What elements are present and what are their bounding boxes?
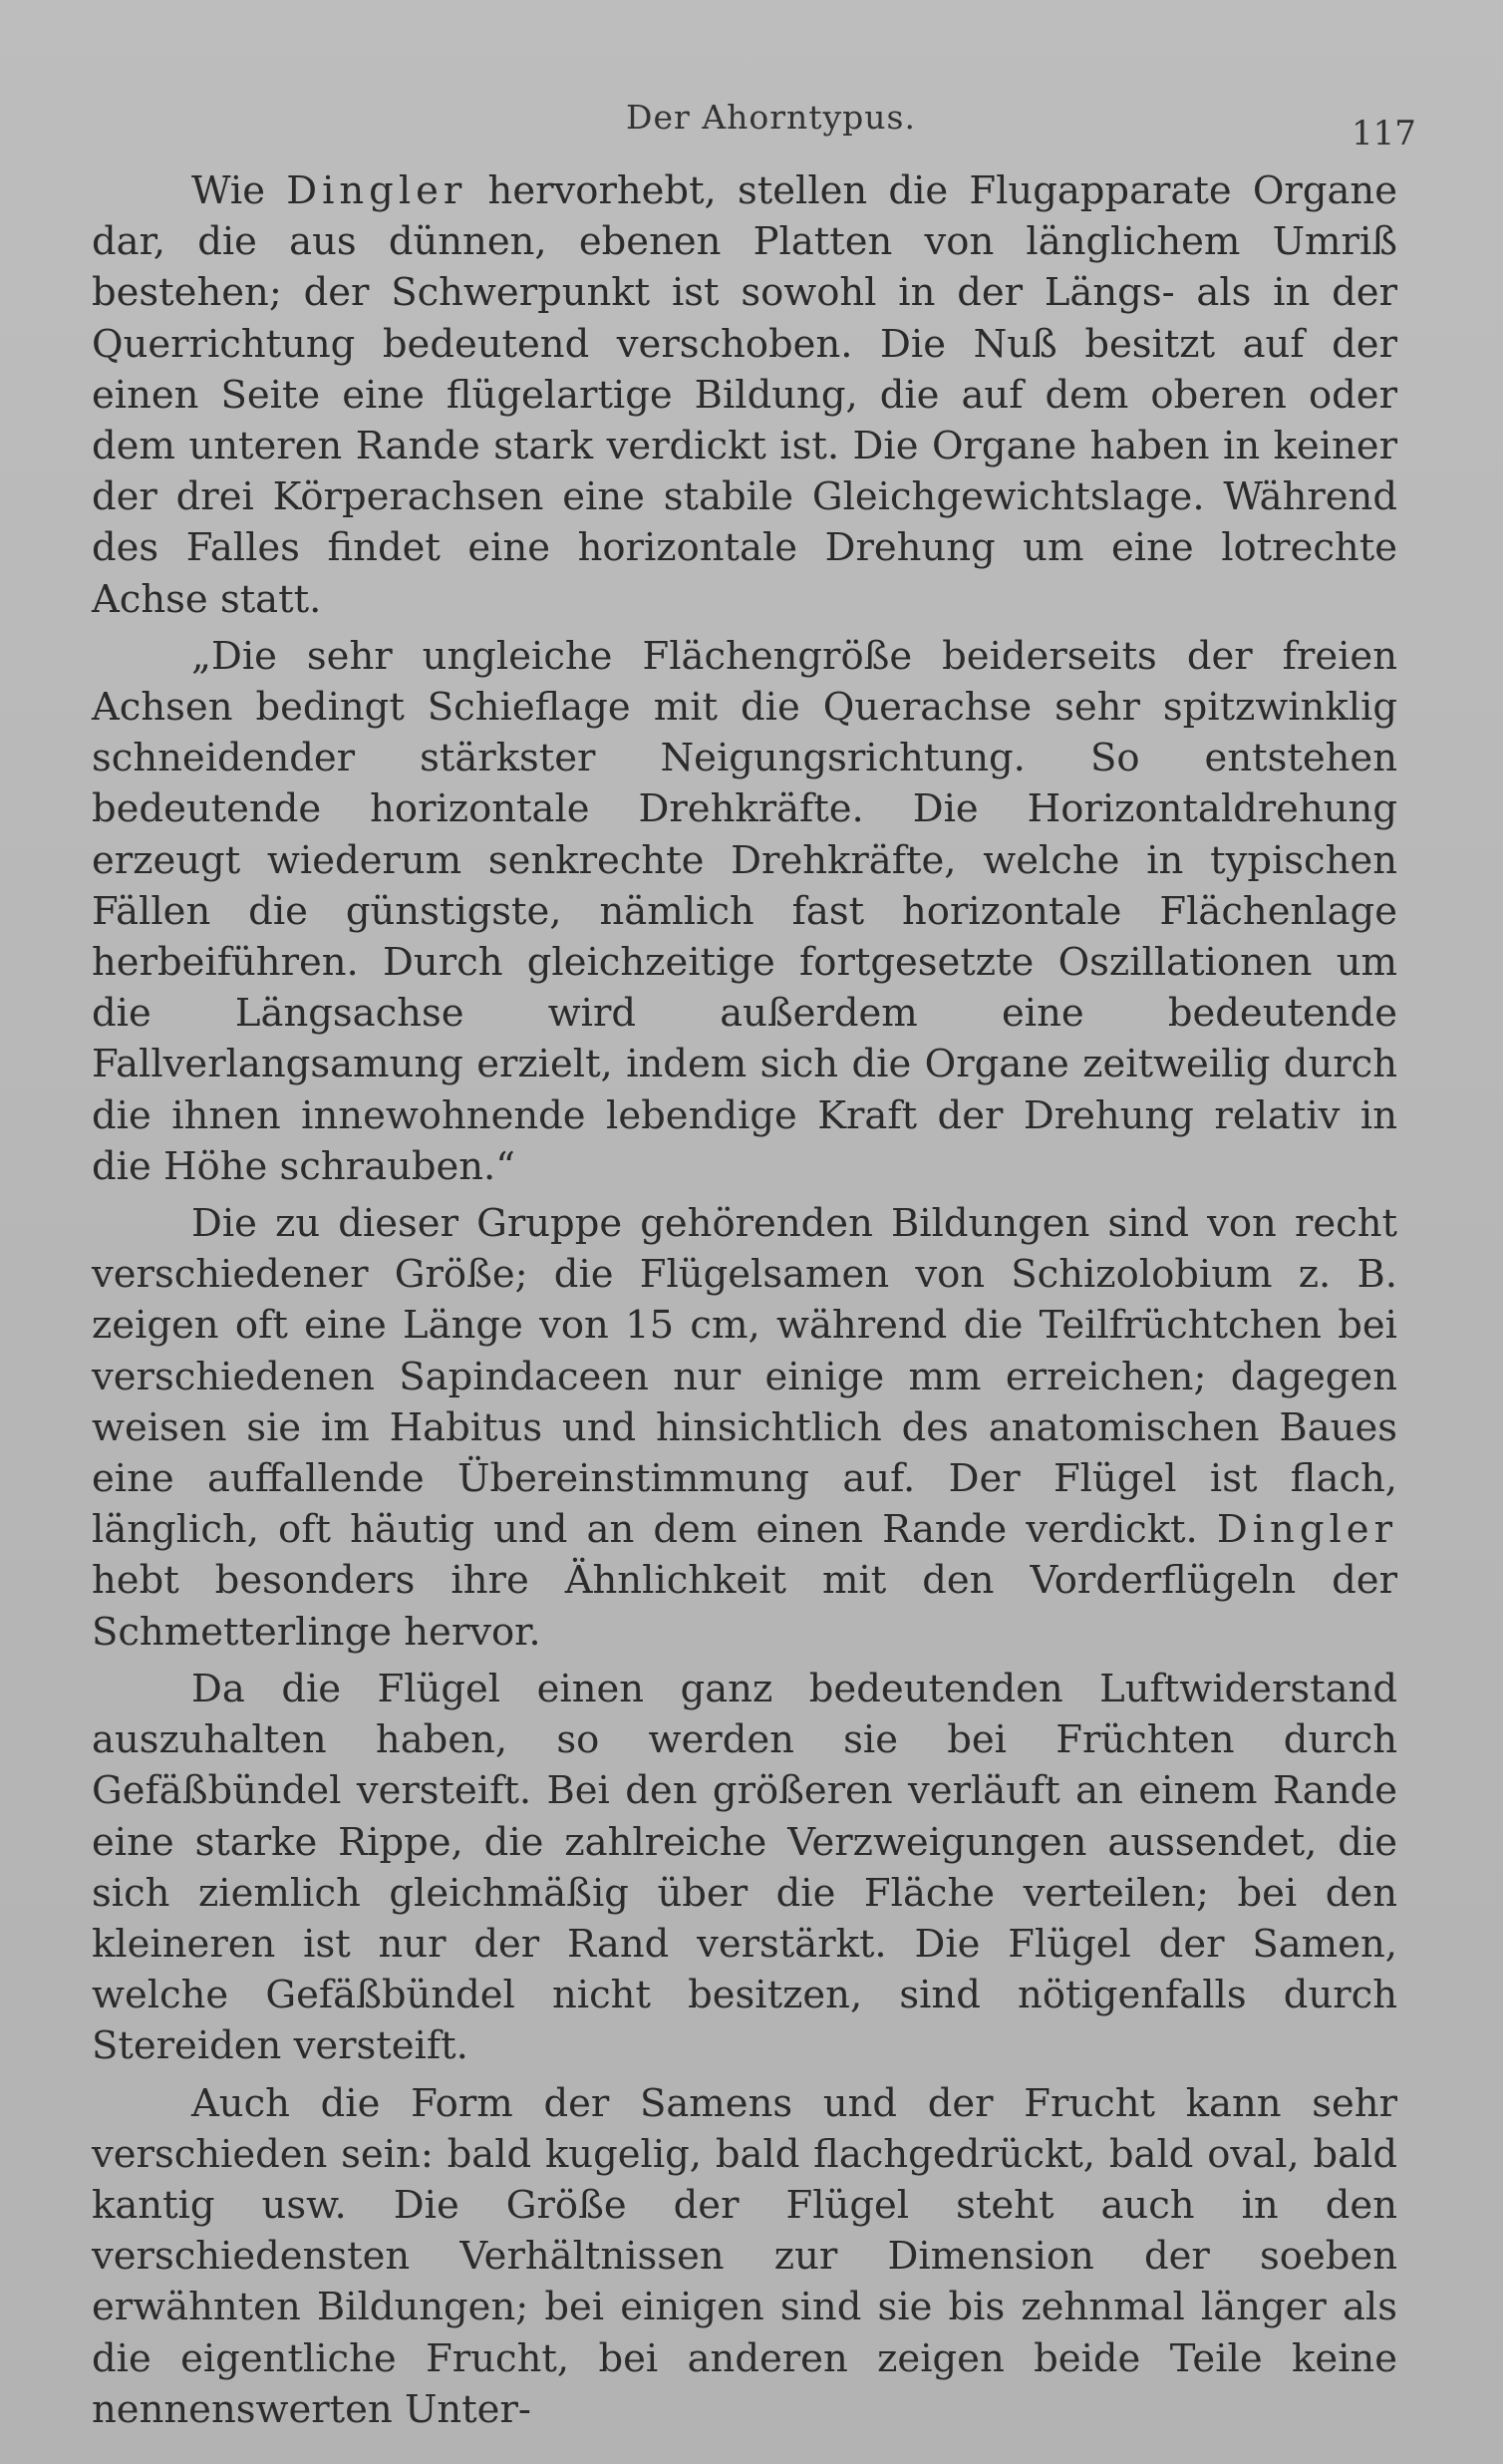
- page-header: [0, 98, 1503, 154]
- text-segment: hervorhebt, stellen die Flugapparate Organe dar, die aus dünnen, ebenen Platten von länglichem Umriß bestehen; der Schwerpunkt ist sowohl in der Längs- als in der Querrichtung bedeutend verschoben. Die Nuß besitzt auf der einen Seite eine flügelartige Bildung, die auf dem oberen oder dem unteren Rande stark verdickt ist. Die Organe haben in keiner der drei Körperachsen eine stabile Gleichgewichtslage. Während des Falles findet eine horizontale Drehung um eine lotrechte Achse statt.: [92, 168, 1397, 622]
- text-segment: Da die Flügel einen ganz bedeutenden Luftwiderstand auszuhalten haben, so werden sie bei Früchten durch Gefäßbündel versteift. Bei den größeren verläuft an einem Rande eine starke Rippe, die zahlreiche Verzweigungen aussendet, die sich ziemlich gleichmäßig über die Fläche verteilen; bei den kleineren ist nur der Rand verstärkt. Die Flügel der Samen, welche Gefäßbündel nicht besitzen, sind nötigenfalls durch Stereiden versteift.: [92, 1666, 1397, 2069]
- author-name-dingler: Dingler: [286, 168, 467, 213]
- text-segment: „Die sehr ungleiche Flächengröße beiderseits der freien Achsen bedingt Schieflage mit die Querachse sehr spitzwinklig schneidender stärkster Neigungsrichtung. So entstehen bedeutende horizontale Drehkräfte. Die Horizontaldrehung erzeugt wiederum senkrechte Drehkräfte, welche in typischen Fällen die günstigste, nämlich fast horizontale Flächenlage herbeiführen. Durch gleichzeitige fortgesetzte Oszillationen um die Längsachse wird außerdem eine bedeutende Fallverlangsamung erzielt, indem sich die Organe zeitweilig durch die ihnen innewohnende lebendige Kraft der Drehung relativ in die Höhe schrauben.“: [92, 633, 1397, 1189]
- text-segment: Wie: [191, 168, 287, 213]
- paragraph-dingler-flight-organs: [92, 165, 1397, 625]
- running-title: Der Ahorntypus.: [626, 98, 916, 137]
- author-name-dingler: Dingler: [1216, 1507, 1397, 1553]
- paragraph-shape-variation: [92, 2078, 1397, 2435]
- paragraph-quotation: [92, 631, 1397, 1192]
- text-segment: Auch die Form der Samens und der Frucht kann sehr verschieden sein: bald kugelig, bald flachgedrückt, bald oval, bald kantig usw. Die Größe der Flügel steht auch in den verschiedensten Verhältnissen zur Dimension der soeben erwähnten Bildungen; bei einigen sind sie bis zehnmal länger als die eigentliche Frucht, bei anderen zeigen beide Teile keine nennenswerten Unter-: [92, 2080, 1397, 2432]
- paragraph-stiffening: [92, 1664, 1397, 2072]
- paragraph-size-variation: [92, 1198, 1397, 1658]
- page-number: 117: [1352, 114, 1416, 154]
- text-segment: hebt besonders ihre Ähnlichkeit mit den Vorderflügeln der Schmetterlinge hervor.: [92, 1558, 1397, 1655]
- text-segment: Die zu dieser Gruppe gehörenden Bildungen sind von recht verschiedener Größe; die Flügelsamen von Schizolobium z. B. zeigen oft eine Länge von 15 cm, während die Teilfrüchtchen bei verschiedenen Sapindaceen nur einige mm erreichen; dagegen weisen sie im Habitus und hinsichtlich des anatomischen Baues eine auffallende Übereinstimmung auf. Der Flügel ist flach, länglich, oft häutig und an dem einen Rande verdickt.: [92, 1201, 1397, 1553]
- body-text: [92, 165, 1397, 2435]
